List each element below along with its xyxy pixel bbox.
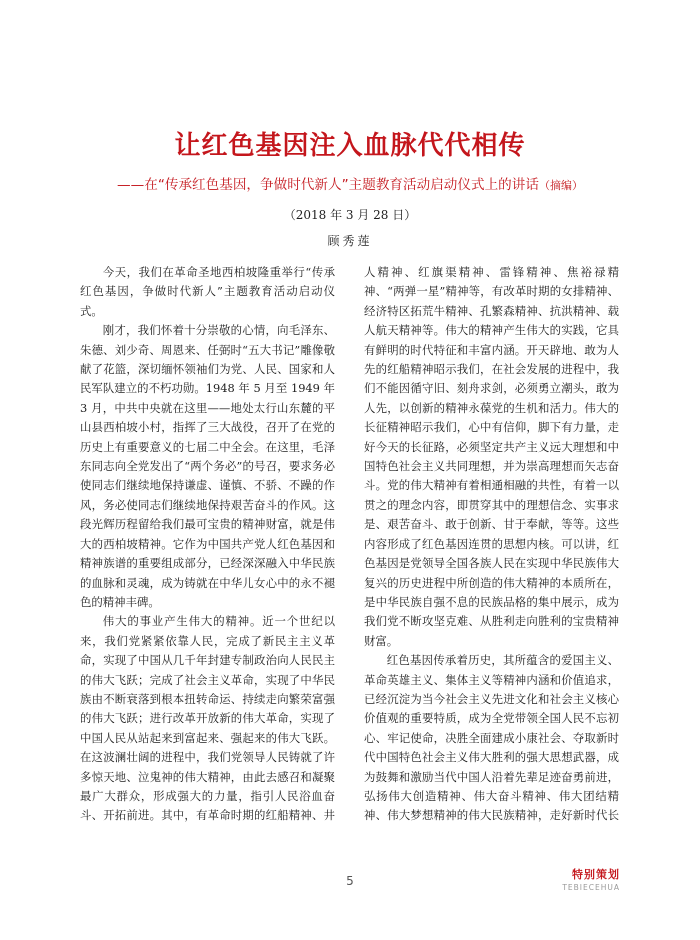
body-column-right bbox=[364, 263, 619, 823]
section-brand bbox=[562, 868, 620, 894]
paragraph: 今天，我们在革命圣地西柏坡隆重举行“传承红色基因，争做时代新人”主题教育活动启动仪式。 bbox=[80, 265, 335, 318]
paragraph: 伟大的事业产生伟大的精神。近一个世纪以来，我们党紧紧依靠人民，完成了新民主主义革命，实现了中国从几千年封建专制政治向人民民主的伟大飞跃；完成了社会主义革命，实现了中华民族由不断衰落到根本扭转命运、持续走向繁荣富强的伟大飞跃；进行改革开放新的伟大革命，实现了中国人民从站起来到富起来、强起来的伟大飞跃。在这波澜壮阔的进程中，我们党领导人民铸就了许多惊天地、泣鬼神的伟大精神，由此去感召和凝聚最广大群众，形成强大的力量，指引人民浴血奋斗、开拓前进。其中，有革命时期的红船精神、井 bbox=[80, 614, 335, 823]
paragraph: 红色基因传承着历史，其所蕴含的爱国主义、革命英雄主义、集体主义等精神内涵和价值追求，已经沉淀为当今社会主义先进文化和社会主义核心价值观的重要特质，成为全党带领全国人民不忘初心、牢记使命，决胜全面建成小康社会、夺取新时代中国特色社会主义伟大胜利的强大思想武器，成为鼓舞和激励当代中国人沿着先辈足迹奋勇前进，弘扬伟大创造精神、伟大奋斗精神、伟大团结精神、伟大梦想精神的伟大民族精神，走好新时代长 bbox=[364, 653, 619, 823]
author-name: 顾秀莲 bbox=[327, 234, 373, 248]
speech-date: （2018 年 3 月 28 日） bbox=[283, 208, 417, 222]
section-brand-en: TEBIECEHUA bbox=[562, 883, 620, 892]
paragraph: 刚才，我们怀着十分崇敬的心情，向毛泽东、朱德、刘少奇、周恩来、任弼时“五大书记”雕像敬献了花篮，深切缅怀领袖们为党、人民、国家和人民军队建立的不朽功勋。1948 年 5 月至 1949 年 3 月，中共中央就在这里——地处太行山东麓的平山县西柏坡小村，指挥了三大战役，召开了在党的历史上有重要意义的七届二中全会。在这里，毛泽东同志向全党发出了“两个务必”的号召，要求务必使同志们继续地保持谦虚、谨慎、不骄、不躁的作风，务必使同志们继续地保持艰苦奋斗的作风。这段光辉历程留给我们最可宝贵的精神财富，就是伟大的西柏坡精神。它作为中国共产党人红色基因和精神族谱的重要组成部分，已经深深融入中华民族的血脉和灵魂，成为铸就在中华儿女心中的永不褪色的精神丰碑。 bbox=[80, 323, 335, 609]
article-subtitle bbox=[0, 175, 700, 196]
paragraph-continued: 人精神、红旗渠精神、雷锋精神、焦裕禄精神、“两弹一星”精神等，有改革时期的女排精神、经济特区拓荒牛精神、孔繁森精神、抗洪精神、载人航天精神等。伟大的精神产生伟大的实践，它具有鲜明的时代特征和丰富内涵。开天辟地、敢为人先的红船精神昭示我们，在社会发展的进程中，我们不能因循守旧、刻舟求剑，必须勇立潮头，敢为人先，以创新的精神永葆党的生机和活力。伟大的长征精神昭示我们，心中有信仰，脚下有力量，走好今天的长征路，必须坚定共产主义远大理想和中国特色社会主义共同理想，并为崇高理想而矢志奋斗。党的伟大精神有着相通相融的共性，有着一以贯之的理念内容，即贯穿其中的理想信念、实事求是、艰苦奋斗、敢于创新、甘于奉献，等等。这些内容形成了红色基因连贯的思想内核。可以讲，红色基因是党领导全国各族人民在实现中华民族伟大复兴的历史进程中所创造的伟大精神的本质所在，是中华民族自强不息的民族品格的集中展示，成为我们党不断攻坚克难、从胜利走向胜利的宝贵精神财富。 bbox=[364, 265, 619, 648]
section-brand-cn: 特别策划 bbox=[572, 868, 620, 881]
page-number: 5 bbox=[346, 874, 354, 888]
article-title: 让红色基因注入血脉代代相传 bbox=[174, 131, 526, 161]
subtitle-main: ——在“传承红色基因，争做时代新人”主题教育活动启动仪式上的讲话 bbox=[117, 177, 539, 193]
body-column-left bbox=[80, 263, 335, 823]
subtitle-note: （摘编） bbox=[538, 179, 583, 192]
